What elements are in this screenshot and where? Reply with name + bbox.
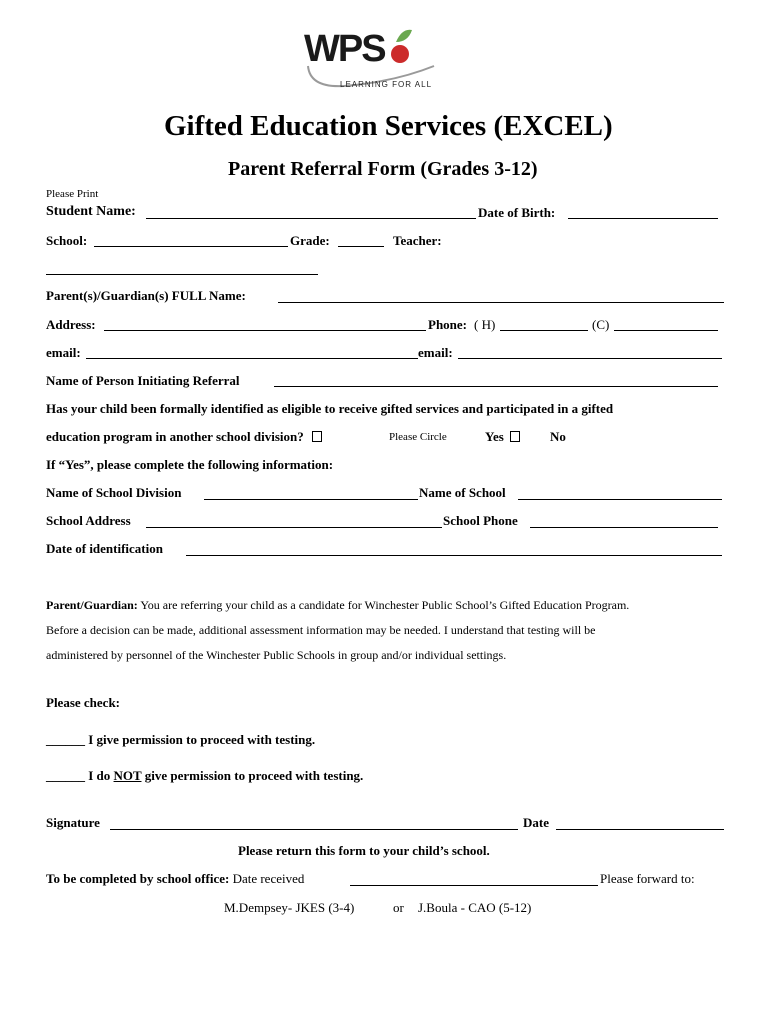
email-label-2: email:	[418, 345, 453, 360]
if-yes-instruction: If “Yes”, please complete the following information:	[46, 457, 334, 472]
school-address-field[interactable]	[146, 527, 442, 528]
yes-option[interactable]	[485, 429, 522, 445]
initiator-label: Name of Person Initiating Referral	[46, 373, 240, 388]
logo-leaf	[396, 30, 412, 42]
school-field[interactable]	[94, 246, 288, 247]
please-circle-note: Please Circle	[389, 431, 447, 443]
form-title: Gifted Education Services (EXCEL)	[164, 110, 613, 142]
yes-checkbox[interactable]	[510, 431, 520, 442]
school-phone-label: School Phone	[443, 513, 518, 528]
permission-text-2-not: NOT	[113, 768, 142, 783]
signature-label: Signature	[46, 815, 100, 830]
office-lead: To be completed by school office:	[46, 871, 230, 886]
date-received-field[interactable]	[350, 885, 598, 886]
consent-line-2: Before a decision can be made, additional assessment information may be needed. I understand that testing will be	[46, 623, 596, 637]
consent-text-1: You are referring your child as a candidate for Winchester Public School’s Gifted Education Program.	[140, 598, 630, 612]
office-line	[46, 871, 304, 887]
school-name-label: Name of School	[419, 485, 506, 500]
phone-home-field[interactable]	[500, 330, 588, 331]
student-name-field[interactable]	[146, 218, 476, 219]
date-received-label: Date received	[232, 871, 305, 886]
address-field[interactable]	[104, 330, 426, 331]
email-field-2[interactable]	[458, 358, 722, 359]
no-option[interactable]: No	[550, 429, 566, 444]
initiator-field[interactable]	[274, 386, 718, 387]
student-name-label: Student Name:	[46, 204, 136, 219]
teacher-label: Teacher:	[393, 233, 442, 248]
forward-or: or	[393, 900, 404, 915]
division-label: Name of School Division	[46, 485, 182, 500]
prior-program-text: education program in another school division?	[46, 429, 304, 444]
grade-field[interactable]	[338, 246, 384, 247]
permission-text-2-post: give permission to proceed with testing.	[144, 768, 364, 783]
permission-blank-1[interactable]: ______	[46, 732, 85, 747]
email-label-1: email:	[46, 345, 81, 360]
prior-identification-question: Has your child been formally identified as eligible to receive gifted services and participated in a gifted	[46, 401, 614, 416]
form-subtitle: Parent Referral Form (Grades 3-12)	[228, 158, 538, 180]
logo-wordmark: WPS	[304, 28, 385, 70]
identification-date-field[interactable]	[186, 555, 722, 556]
grade-label: Grade:	[290, 233, 330, 248]
school-phone-field[interactable]	[530, 527, 718, 528]
phone-cell-field[interactable]	[614, 330, 718, 331]
consent-line-3: administered by personnel of the Winchester Public Schools in group and/or individual settings.	[46, 648, 507, 662]
please-check-label: Please check:	[46, 695, 121, 710]
question-checkbox[interactable]	[312, 431, 322, 442]
permission-option-2[interactable]	[46, 768, 363, 784]
yes-label: Yes	[485, 429, 504, 444]
parent-name-field[interactable]	[278, 302, 724, 303]
forward-contact-1: M.Dempsey- JKES (3-4)	[224, 900, 355, 915]
school-name-field[interactable]	[518, 499, 722, 500]
print-note: Please Print	[46, 188, 99, 200]
signature-date-label: Date	[523, 815, 549, 830]
division-field[interactable]	[204, 499, 418, 500]
dob-field[interactable]	[568, 218, 718, 219]
parent-name-label: Parent(s)/Guardian(s) FULL Name:	[46, 288, 246, 303]
teacher-field[interactable]	[46, 274, 318, 275]
signature-field[interactable]	[110, 829, 518, 830]
forward-label: Please forward to:	[600, 871, 695, 886]
return-note: Please return this form to your child’s school.	[238, 843, 490, 858]
permission-blank-2[interactable]: ______	[46, 768, 85, 783]
prior-program-question	[46, 429, 324, 445]
logo-tagline: LEARNING FOR ALL	[340, 80, 433, 89]
permission-option-1[interactable]	[46, 732, 315, 748]
phone-label: Phone:	[428, 317, 467, 332]
phone-home-label: ( H)	[474, 317, 496, 332]
permission-text-2-pre: I do	[88, 768, 111, 783]
school-label: School:	[46, 233, 88, 248]
consent-line-1	[46, 598, 629, 613]
address-label: Address:	[46, 317, 96, 332]
forward-contact-2: J.Boula - CAO (5-12)	[418, 900, 532, 915]
logo-apple	[391, 45, 409, 63]
permission-text-1: I give permission to proceed with testing.	[88, 732, 316, 747]
consent-lead: Parent/Guardian:	[46, 598, 138, 612]
phone-cell-label: (C)	[592, 317, 610, 332]
email-field-1[interactable]	[86, 358, 418, 359]
signature-date-field[interactable]	[556, 829, 724, 830]
identification-date-label: Date of identification	[46, 541, 163, 556]
dob-label: Date of Birth:	[478, 205, 556, 220]
school-address-label: School Address	[46, 513, 131, 528]
